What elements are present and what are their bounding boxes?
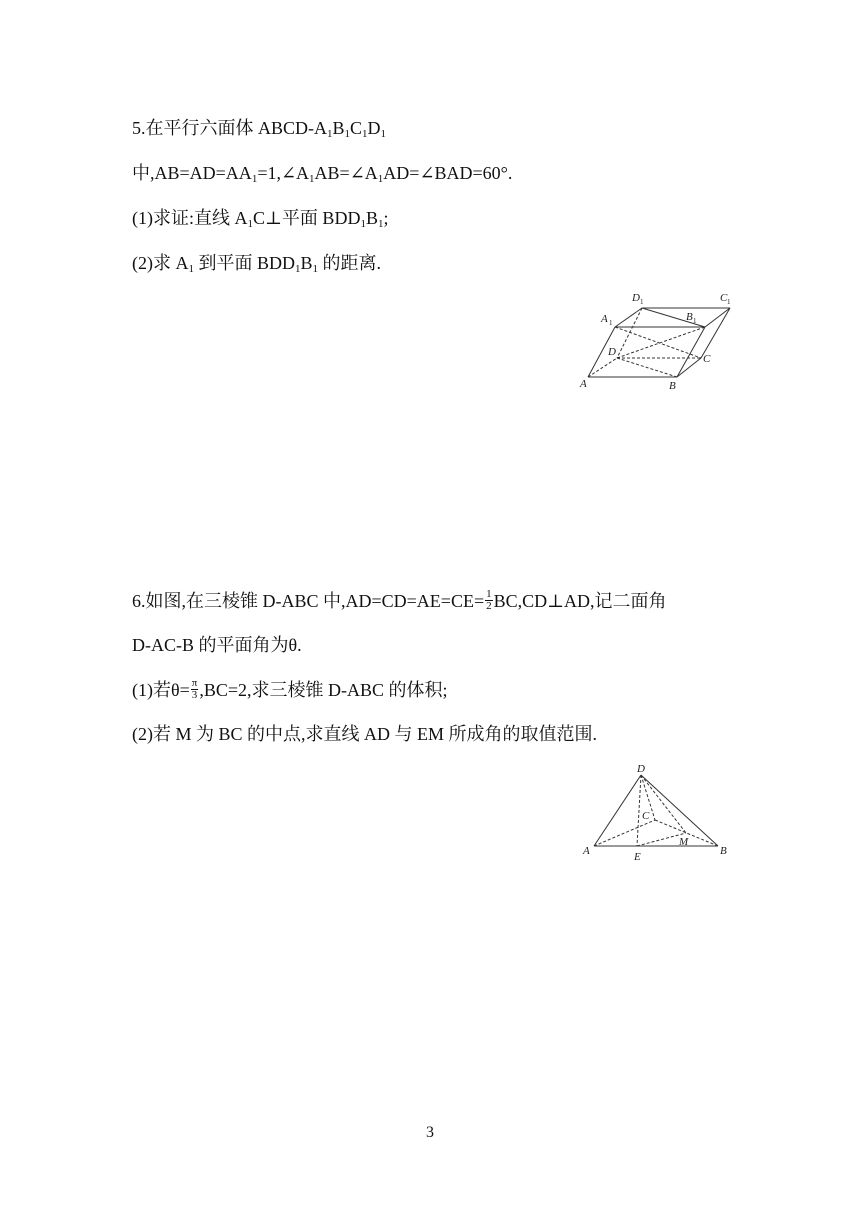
subscript: 1 — [377, 218, 384, 230]
text: 中,AB=AD=AA — [132, 163, 252, 183]
subscript: 1 — [251, 173, 258, 185]
edge-c1-c — [701, 308, 730, 358]
label-c: C — [703, 353, 711, 365]
text: =1,∠A — [257, 163, 310, 183]
problem-5-part-1 — [132, 206, 388, 230]
fraction-numerator: π — [191, 677, 198, 690]
label-b1: B — [686, 311, 693, 323]
edge-c1-b1 — [705, 308, 730, 327]
label-a: A — [583, 845, 590, 857]
label-c1-sub: 1 — [727, 298, 731, 306]
subscript: 1 — [360, 218, 366, 230]
text: 5.在平行六面体 ABCD-A — [132, 118, 328, 138]
text: ,BC=2,求三棱锥 D-ABC 的体积; — [199, 680, 448, 700]
page-number: 3 — [426, 1124, 434, 1141]
text: AD=∠BAD=60°. — [383, 163, 513, 183]
subscript: 1 — [380, 128, 387, 140]
edge-b1-b — [677, 327, 705, 377]
subscript: 1 — [344, 128, 351, 140]
label-a1: A — [601, 313, 608, 325]
problem-5-statement-line1 — [132, 116, 386, 140]
edge-b-c — [677, 358, 701, 377]
text: B — [300, 253, 313, 273]
label-a: A — [580, 378, 587, 390]
problem-6-part-2: (2)若 M 为 BC 的中点,求直线 AD 与 EM 所成角的取值范围. — [132, 724, 598, 744]
label-c1: C — [720, 292, 728, 304]
label-d1: D — [632, 292, 640, 304]
label-b1-sub: 1 — [693, 317, 697, 325]
subscript: 1 — [295, 263, 301, 275]
text: ; — [383, 208, 389, 228]
problem-6-statement-line2: D-AC-B 的平面角为θ. — [132, 635, 302, 655]
subscript: 1 — [327, 128, 333, 140]
text: D — [367, 118, 381, 138]
fraction-denominator: 2 — [486, 600, 492, 613]
fraction-numerator: 1 — [486, 588, 492, 601]
subscript: 1 — [188, 263, 194, 275]
edge-a-d — [594, 775, 641, 846]
text: C⊥平面 BDD — [253, 208, 361, 228]
subscript: 1 — [247, 218, 253, 230]
edge-a-d-hidden — [588, 358, 617, 377]
subscript: 1 — [312, 263, 319, 275]
text: 6.如图,在三棱锥 D-ABC 中,AD=CD=AE=CE= — [132, 591, 485, 611]
text: AB=∠A — [314, 163, 378, 183]
text: (2)求 A — [132, 253, 189, 273]
text: (1)求证:直线 A — [132, 208, 248, 228]
edge-d-b-hidden — [617, 358, 677, 377]
label-m: M — [679, 836, 689, 848]
edge-a1-d1 — [615, 308, 642, 327]
segment-d-m-hidden — [641, 775, 686, 833]
text: BC,CD⊥AD,记二面角 — [493, 591, 667, 611]
problem-6-part-1 — [132, 678, 448, 703]
text: (1)若θ= — [132, 680, 190, 700]
parallelepiped-figure — [575, 285, 745, 395]
label-a1-sub: 1 — [609, 319, 613, 327]
subscript: 1 — [309, 173, 315, 185]
label-b: B — [669, 380, 676, 392]
fraction-one-half — [485, 589, 493, 612]
subscript: 1 — [362, 128, 368, 140]
text: 的距离. — [318, 253, 382, 273]
subscript: 1 — [377, 173, 384, 185]
label-c: C — [642, 810, 650, 822]
problem-5-statement-line2 — [132, 161, 512, 185]
problem-5-part-2 — [132, 251, 381, 275]
label-e: E — [634, 851, 641, 863]
segment-d-e-hidden — [637, 775, 641, 846]
text: C — [350, 118, 363, 138]
label-b: B — [720, 845, 727, 857]
tetrahedron-figure — [575, 762, 745, 867]
label-d1-sub: 1 — [640, 298, 644, 306]
text: 到平面 BDD — [194, 253, 296, 273]
text: B — [332, 118, 345, 138]
fraction-pi-over-three — [191, 678, 199, 701]
text: B — [365, 208, 378, 228]
label-d: D — [608, 346, 616, 358]
label-d: D — [637, 763, 645, 775]
diagonal-a1-c-hidden — [615, 327, 701, 358]
fraction-denominator: 3 — [191, 689, 198, 702]
problem-6-statement-line1 — [132, 589, 667, 614]
